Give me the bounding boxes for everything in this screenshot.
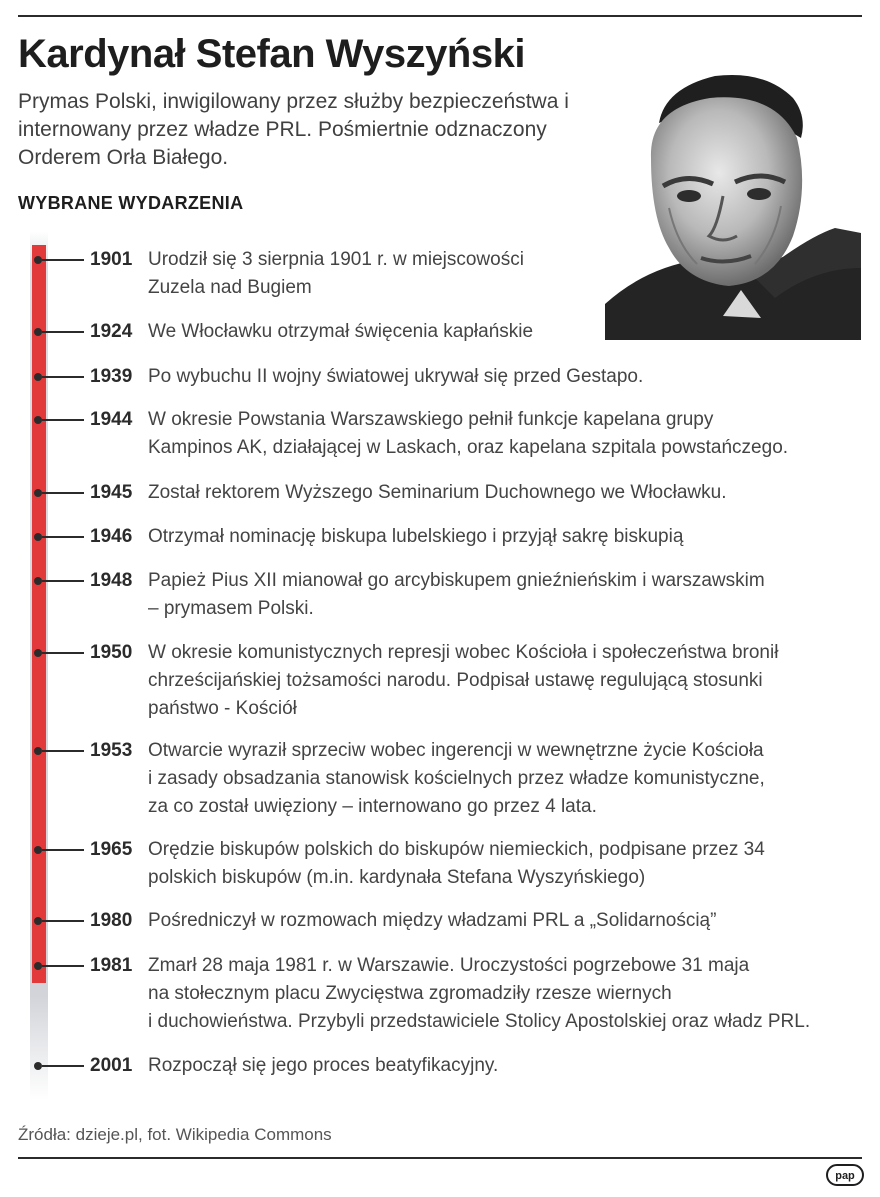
timeline-dot: [34, 489, 42, 497]
event-description-line: Urodził się 3 sierpnia 1901 r. w miejscowości: [148, 249, 524, 270]
timeline-connector: [42, 1065, 84, 1067]
timeline-dot: [34, 256, 42, 264]
event-description-line: Otrzymał nominację biskupa lubelskiego i przyjął sakrę biskupią: [148, 526, 684, 547]
event-description: [148, 523, 860, 551]
event-year: 2001: [90, 1055, 133, 1076]
timeline-dot: [34, 649, 42, 657]
event-description-line: W okresie Powstania Warszawskiego pełnił funkcje kapelana grupy: [148, 409, 714, 430]
timeline-connector: [42, 492, 84, 494]
event-description-line: Pośredniczył w rozmowach między władzami PRL a „Solidarnością”: [148, 910, 717, 931]
event-description: [148, 907, 860, 935]
event-description-line: państwo - Kościół: [148, 698, 297, 719]
event-description: [148, 567, 860, 623]
event-description-line: Został rektorem Wyższego Seminarium Duchownego we Włocławku.: [148, 482, 727, 503]
timeline-dot: [34, 577, 42, 585]
timeline-connector: [42, 965, 84, 967]
event-description-line: Papież Pius XII mianował go arcybiskupem gnieźnieńskim i warszawskim: [148, 570, 765, 591]
event-description: [148, 363, 860, 391]
timeline-dot: [34, 373, 42, 381]
event-description-line: – prymasem Polski.: [148, 598, 314, 619]
timeline-connector: [42, 536, 84, 538]
timeline-dot: [34, 962, 42, 970]
event-description: [148, 318, 860, 346]
pap-logo: [826, 1164, 864, 1186]
timeline-connector: [42, 376, 84, 378]
event-description-line: Zmarł 28 maja 1981 r. w Warszawie. Uroczystości pogrzebowe 31 maja: [148, 955, 750, 976]
source-note: Źródła: dzieje.pl, fot. Wikipedia Commons: [18, 1125, 332, 1144]
bottom-rule: [18, 1157, 862, 1159]
timeline-connector: [42, 920, 84, 922]
section-heading: WYBRANE WYDARZENIA: [18, 193, 244, 213]
event-description: [148, 1052, 860, 1080]
event-year: 1939: [90, 366, 133, 387]
timeline-connector: [42, 331, 84, 333]
event-description-line: Po wybuchu II wojny światowej ukrywał się przed Gestapo.: [148, 366, 644, 387]
event-description-line: i duchowieństwa. Przybyli przedstawiciele Stolicy Apostolskiej oraz władz PRL.: [148, 1011, 811, 1032]
event-year: 1950: [90, 642, 133, 663]
event-description: [148, 639, 860, 723]
event-description-line: Zuzela nad Bugiem: [148, 277, 312, 298]
event-description: [148, 246, 860, 302]
svg-text:pap: pap: [835, 1170, 855, 1182]
event-year: 1981: [90, 955, 133, 976]
event-description: [148, 952, 860, 1036]
timeline-dot: [34, 846, 42, 854]
timeline-dot: [34, 416, 42, 424]
timeline-dot: [34, 747, 42, 755]
event-year: 1948: [90, 570, 133, 591]
event-year: 1953: [90, 740, 133, 761]
page-title: Kardynał Stefan Wyszyński: [18, 32, 525, 76]
event-year: 1980: [90, 910, 133, 931]
timeline-connector: [42, 580, 84, 582]
timeline-dot: [34, 328, 42, 336]
event-description: [148, 737, 860, 821]
event-description-line: Kampinos AK, działającej w Laskach, oraz kapelana szpitala powstańczego.: [148, 437, 789, 458]
event-year: 1945: [90, 482, 133, 503]
timeline-connector: [42, 419, 84, 421]
event-description-line: polskich biskupów (m.in. kardynała Stefana Wyszyńskiego): [148, 867, 646, 888]
timeline-accent-bar: [32, 245, 46, 983]
event-description-line: i zasady obsadzania stanowisk kościelnych przez władze komunistyczne,: [148, 768, 765, 789]
subtitle: Prymas Polski, inwigilowany przez służby bezpieczeństwa i internowany przez władze PRL. Pośmiertnie odznaczony Orderem Orła Białego.: [18, 90, 569, 169]
event-year: 1924: [90, 321, 133, 342]
timeline-connector: [42, 750, 84, 752]
event-description-line: na stołecznym placu Zwycięstwa zgromadziły rzesze wiernych: [148, 983, 672, 1004]
event-description: [148, 836, 860, 892]
event-description: [148, 479, 860, 507]
event-description-line: chrześcijańskiej tożsamości narodu. Podpisał ustawę regulującą stosunki: [148, 670, 763, 691]
event-description-line: Rozpoczął się jego proces beatyfikacyjny.: [148, 1055, 499, 1076]
event-description-line: We Włocławku otrzymał święcenia kapłańskie: [148, 321, 534, 342]
timeline-connector: [42, 652, 84, 654]
top-rule: [18, 15, 862, 17]
event-description-line: Orędzie biskupów polskich do biskupów niemieckich, podpisane przez 34: [148, 839, 765, 860]
timeline-connector: [42, 849, 84, 851]
timeline-connector: [42, 259, 84, 261]
event-year: 1946: [90, 526, 133, 547]
event-year: 1965: [90, 839, 133, 860]
timeline-dot: [34, 917, 42, 925]
event-description-line: Otwarcie wyraził sprzeciw wobec ingerencji w wewnętrzne życie Kościoła: [148, 740, 764, 761]
event-year: 1901: [90, 249, 133, 270]
event-description-line: W okresie komunistycznych represji wobec Kościoła i społeczeństwa bronił: [148, 642, 779, 663]
timeline-dot: [34, 1062, 42, 1070]
event-description-line: za co został uwięziony – internowano go przez 4 lata.: [148, 796, 597, 817]
event-year: 1944: [90, 409, 133, 430]
event-description: [148, 406, 860, 462]
timeline-dot: [34, 533, 42, 541]
